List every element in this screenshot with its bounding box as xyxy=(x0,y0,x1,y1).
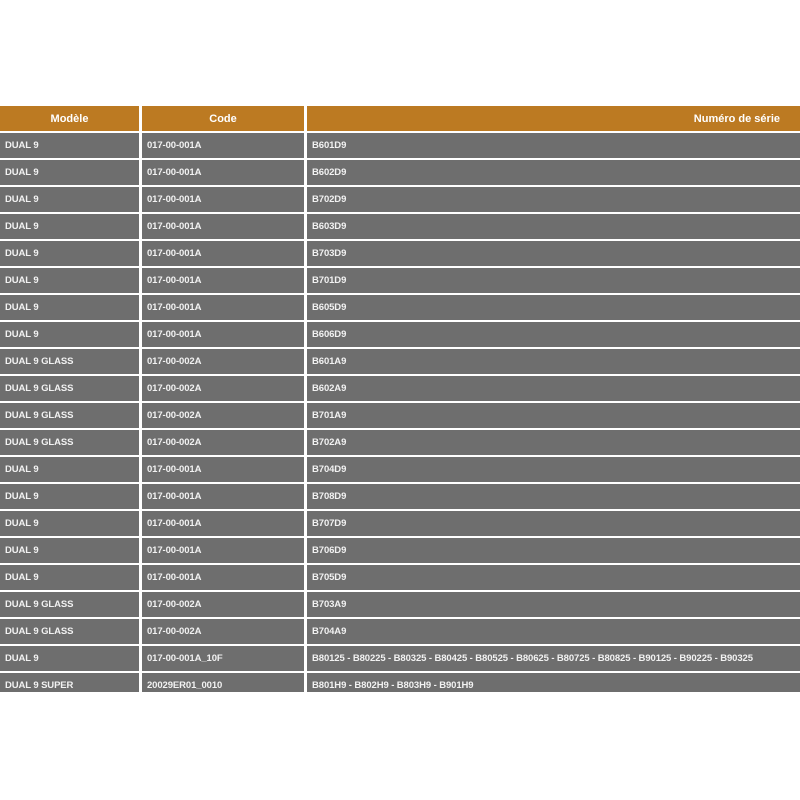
table-row xyxy=(0,160,800,185)
table-row xyxy=(0,538,800,563)
column-header-code: Code xyxy=(142,106,304,131)
code-cell: 017-00-001A xyxy=(142,511,304,536)
model-cell: DUAL 9 xyxy=(0,268,139,293)
serial-number-cell: B80125 - B80225 - B80325 - B80425 - B80525 - B80625 - B80725 - B80825 - B90125 - B90225 - B90325 xyxy=(307,646,800,671)
table-row xyxy=(0,403,800,428)
serial-number-cell: B707D9 xyxy=(307,511,800,536)
model-cell: DUAL 9 xyxy=(0,457,139,482)
code-cell: 017-00-002A xyxy=(142,592,304,617)
code-cell: 017-00-001A xyxy=(142,322,304,347)
code-cell: 017-00-001A xyxy=(142,538,304,563)
model-cell: DUAL 9 xyxy=(0,322,139,347)
code-cell: 017-00-001A xyxy=(142,295,304,320)
table-row xyxy=(0,214,800,239)
table-row xyxy=(0,322,800,347)
serial-number-cell: B601D9 xyxy=(307,133,800,158)
code-cell: 017-00-001A xyxy=(142,160,304,185)
model-cell: DUAL 9 GLASS xyxy=(0,619,139,644)
table-body xyxy=(0,133,800,692)
model-cell: DUAL 9 xyxy=(0,295,139,320)
serial-number-cell: B703D9 xyxy=(307,241,800,266)
code-cell: 017-00-001A xyxy=(142,457,304,482)
serial-number-cell: B703A9 xyxy=(307,592,800,617)
serial-number-cell: B602D9 xyxy=(307,160,800,185)
model-cell: DUAL 9 xyxy=(0,241,139,266)
serial-number-cell: B705D9 xyxy=(307,565,800,590)
model-cell: DUAL 9 xyxy=(0,565,139,590)
serial-number-cell: B702A9 xyxy=(307,430,800,455)
code-cell: 017-00-002A xyxy=(142,403,304,428)
serial-number-cell: B704A9 xyxy=(307,619,800,644)
code-cell: 017-00-002A xyxy=(142,619,304,644)
code-cell: 017-00-002A xyxy=(142,376,304,401)
table-row xyxy=(0,268,800,293)
serial-number-cell: B704D9 xyxy=(307,457,800,482)
table-row xyxy=(0,565,800,590)
serial-number-cell: B603D9 xyxy=(307,214,800,239)
code-cell: 017-00-001A xyxy=(142,133,304,158)
table-row xyxy=(0,430,800,455)
serial-number-cell: B701A9 xyxy=(307,403,800,428)
serial-number-cell: B702D9 xyxy=(307,187,800,212)
header-row xyxy=(0,106,800,131)
serial-number-cell: B708D9 xyxy=(307,484,800,509)
serial-number-cell: B801H9 - B802H9 - B803H9 - B901H9 xyxy=(307,673,800,692)
model-cell: DUAL 9 GLASS xyxy=(0,430,139,455)
serial-number-cell: B701D9 xyxy=(307,268,800,293)
column-header-model: Modèle xyxy=(0,106,139,131)
serial-number-cell: B601A9 xyxy=(307,349,800,374)
serial-number-table xyxy=(0,106,800,692)
table-row xyxy=(0,241,800,266)
code-cell: 20029ER01_0010 xyxy=(142,673,304,692)
table-row xyxy=(0,673,800,692)
code-cell: 017-00-001A xyxy=(142,187,304,212)
code-cell: 017-00-001A xyxy=(142,241,304,266)
serial-number-cell: B706D9 xyxy=(307,538,800,563)
model-cell: DUAL 9 SUPER xyxy=(0,673,139,692)
table-row xyxy=(0,457,800,482)
serial-number-table-container xyxy=(0,106,800,692)
serial-number-cell: B606D9 xyxy=(307,322,800,347)
model-cell: DUAL 9 xyxy=(0,484,139,509)
serial-number-cell: B605D9 xyxy=(307,295,800,320)
table-row xyxy=(0,295,800,320)
table-row xyxy=(0,133,800,158)
code-cell: 017-00-001A xyxy=(142,268,304,293)
table-row xyxy=(0,619,800,644)
table-row xyxy=(0,349,800,374)
model-cell: DUAL 9 xyxy=(0,214,139,239)
code-cell: 017-00-002A xyxy=(142,349,304,374)
code-cell: 017-00-001A xyxy=(142,214,304,239)
table-row xyxy=(0,376,800,401)
code-cell: 017-00-001A_10F xyxy=(142,646,304,671)
table-header xyxy=(0,106,800,131)
model-cell: DUAL 9 xyxy=(0,133,139,158)
model-cell: DUAL 9 xyxy=(0,538,139,563)
model-cell: DUAL 9 GLASS xyxy=(0,349,139,374)
table-row xyxy=(0,592,800,617)
code-cell: 017-00-002A xyxy=(142,430,304,455)
serial-number-cell: B602A9 xyxy=(307,376,800,401)
table-row xyxy=(0,511,800,536)
model-cell: DUAL 9 GLASS xyxy=(0,376,139,401)
model-cell: DUAL 9 GLASS xyxy=(0,403,139,428)
code-cell: 017-00-001A xyxy=(142,565,304,590)
table-row xyxy=(0,187,800,212)
column-header-serial-number: Numéro de série xyxy=(307,106,800,131)
table-row xyxy=(0,646,800,671)
model-cell: DUAL 9 xyxy=(0,187,139,212)
model-cell: DUAL 9 GLASS xyxy=(0,592,139,617)
model-cell: DUAL 9 xyxy=(0,160,139,185)
table-row xyxy=(0,484,800,509)
code-cell: 017-00-001A xyxy=(142,484,304,509)
model-cell: DUAL 9 xyxy=(0,511,139,536)
model-cell: DUAL 9 xyxy=(0,646,139,671)
